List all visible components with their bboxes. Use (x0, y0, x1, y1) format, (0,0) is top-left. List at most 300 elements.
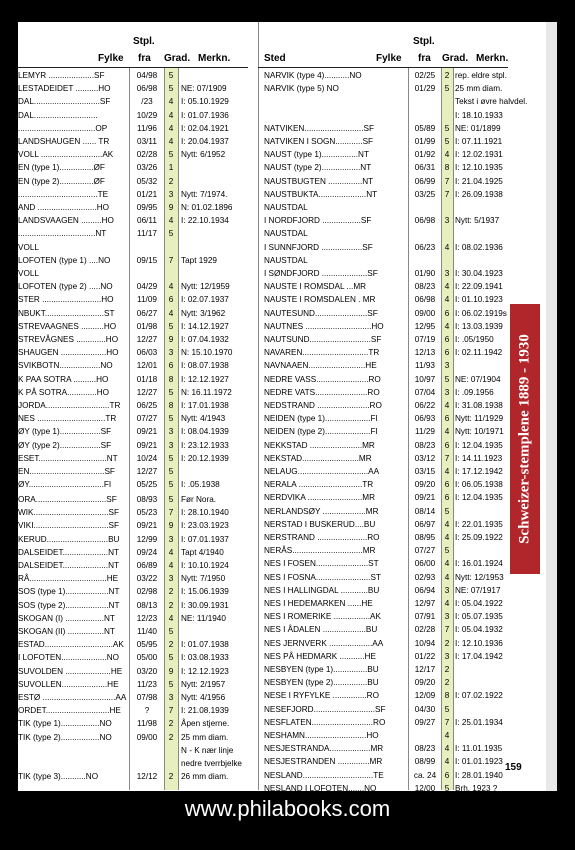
grade: 5 (168, 150, 174, 160)
place-name: I SUNNFJORD ..................SF (264, 242, 373, 252)
grade: 3 (168, 693, 174, 702)
date-from: 03/11 (137, 137, 157, 146)
place-name: NERÅS...............................MR (264, 546, 376, 556)
table-row (258, 202, 546, 214)
date-from: 09/00 (136, 732, 158, 742)
table-row (18, 613, 248, 625)
date-from: 12/12 (136, 772, 158, 782)
grade: 4 (444, 150, 450, 160)
remark: N: 15.10.1970 (181, 348, 233, 358)
table-row (258, 215, 546, 227)
date-from: 11/17 (137, 229, 157, 239)
place-name: NAUSTE I ROMSDALEN . MR (264, 295, 376, 305)
table-row (258, 242, 546, 254)
remark: Brh. 1923 ? (455, 783, 498, 791)
remark: I: 20.12.1939 (181, 453, 229, 463)
grade: 5 (168, 453, 174, 463)
remark: Nytt: 4/1943 (181, 414, 226, 424)
grade: 5 (444, 546, 450, 556)
grade: 4 (168, 110, 174, 120)
date-from: 01/98 (136, 321, 158, 331)
place-name: SHAUGEN ....................HO (18, 348, 119, 358)
grade: 3 (168, 440, 174, 450)
place-name: NAUST (type 2).................NT (264, 163, 372, 173)
date-from: 04/98 (136, 71, 158, 80)
table-row (18, 162, 248, 174)
table-row (18, 83, 248, 95)
grade: 3 (168, 427, 174, 437)
date-from: 11/96 (137, 123, 157, 133)
remark: Tapt 1929 (181, 255, 217, 265)
remark: I: 02.11.1942 (455, 348, 503, 358)
remark: NE: 11/1940 (181, 613, 226, 623)
place-name: NES PÅ HEDMARK ...........HE (264, 651, 376, 661)
date-from: 09/24 (136, 547, 158, 557)
table-row (258, 440, 546, 452)
remark: Nytt: 10/1971 (455, 427, 504, 437)
place-name: NAUSTDAL (264, 255, 308, 265)
date-from: 03/12 (414, 453, 436, 463)
date-from: 01/29 (414, 84, 436, 94)
table-row (18, 374, 248, 386)
table-row (18, 560, 248, 572)
table-row (18, 334, 248, 346)
date-from: 09/27 (414, 717, 436, 727)
remark: I: 30.09.1931 (181, 600, 229, 610)
grade: 6 (444, 480, 450, 490)
remark: rep. eldre stpl. (455, 71, 507, 80)
header-rule (258, 67, 508, 68)
place-name: NESJESTRANDEN ..............MR (264, 757, 383, 767)
remark: I: 21.04.1925 (455, 176, 503, 186)
grade: 4 (444, 295, 450, 305)
table-row (258, 347, 546, 359)
table-row (258, 756, 546, 768)
place-name: NERALA ............................TR (264, 480, 374, 490)
date-from: 11/98 (137, 719, 157, 729)
place-name: ØY (type 2)..................SF (18, 440, 112, 450)
table-row (258, 228, 546, 240)
remark: I: .05.1938 (181, 480, 220, 490)
place-name: VOLL (18, 242, 39, 252)
table-row (258, 110, 546, 122)
place-name: ..................................NT (18, 229, 107, 239)
grade: 3 (444, 216, 450, 226)
remark: I: 05.04.1932 (455, 625, 503, 635)
table-row (258, 176, 546, 188)
date-from: 03/20 (136, 666, 158, 676)
grade: 6 (168, 295, 174, 305)
remark: Åpen stjerne. (181, 719, 230, 729)
table-row (18, 189, 248, 201)
place-name: NATVIKEN..........................SF (264, 123, 374, 133)
remark: I: 20.04.1937 (181, 137, 229, 146)
table-row (258, 664, 546, 676)
place-name: TIK (type 1).................NO (18, 719, 112, 729)
date-from: 06/98 (136, 84, 158, 94)
date-from: 07/19 (414, 335, 436, 344)
grade: 3 (444, 361, 450, 371)
place-name: NEDRE VATS.......................RO (264, 387, 380, 397)
grade: 4 (168, 308, 174, 318)
place-name: EN (type 1)...............ØF (18, 163, 105, 173)
remark: I: 15.06.1939 (181, 587, 229, 597)
place-name: LANDSVAAGEN .........HO (18, 216, 114, 226)
table-row (258, 519, 546, 531)
grade: 6 (444, 308, 450, 318)
date-from: 11/29 (415, 427, 435, 437)
grade: 6 (444, 335, 450, 344)
date-from: 06/99 (414, 176, 436, 186)
remark: I: 02.07.1937 (181, 295, 229, 305)
place-name: ...................................TE (18, 189, 109, 199)
grade: 9 (168, 521, 174, 531)
place-name: NELAUG...............................AA (264, 467, 380, 476)
date-from: 05/32 (136, 176, 158, 186)
table-row (258, 426, 546, 438)
grade: 4 (168, 282, 174, 292)
remark: Nytt: 6/1952 (181, 150, 226, 160)
date-from: 01/22 (414, 651, 436, 661)
table-row (18, 110, 248, 122)
date-from: 01/90 (414, 269, 436, 278)
grade: 8 (168, 374, 174, 384)
remark: I: 07.11.1921 (455, 137, 503, 146)
date-from: ? (144, 706, 150, 716)
date-from: 05/00 (136, 653, 158, 663)
place-name: SKOGAN (I) .................NT (18, 613, 115, 623)
table-row (258, 770, 546, 782)
table-row (18, 400, 248, 412)
table-row (258, 294, 546, 306)
date-from: 06/11 (137, 216, 157, 226)
date-from: 10/29 (136, 110, 158, 120)
date-from: 06/25 (136, 401, 158, 410)
place-name: NATVIKEN I SOGN............SF (264, 137, 374, 146)
grade: 4 (444, 282, 450, 292)
remark: I: .09.1956 (455, 387, 494, 397)
place-name: STREVAAGNES ..........HO (18, 321, 117, 331)
grade: 2 (444, 638, 450, 648)
place-name: VIKI.................................SF (18, 521, 120, 531)
date-from: 08/23 (414, 440, 436, 450)
place-name: KERUD...........................BU (18, 534, 120, 544)
grade: 5 (444, 374, 450, 384)
place-name: DALSEIDET....................NT (18, 547, 119, 557)
table-row (18, 666, 248, 678)
table-row (258, 149, 546, 161)
date-from: 09/21 (414, 493, 436, 503)
table-row (18, 255, 248, 267)
date-from: 09/20 (414, 480, 436, 490)
date-from: 08/14 (414, 506, 436, 516)
grade: 5 (168, 480, 174, 490)
table-row (258, 360, 546, 372)
grade: 7 (444, 176, 450, 186)
table-row (258, 96, 546, 108)
grade: 4 (444, 599, 450, 608)
date-from: 06/98 (414, 216, 436, 226)
place-name: NES I HALLINGDAL ............BU (264, 585, 380, 595)
table-row (258, 321, 546, 333)
date-from: 03/15 (414, 467, 436, 476)
remark: I: 05.07.1935 (455, 612, 503, 622)
grade: 9 (168, 203, 174, 212)
date-from: 12/23 (136, 613, 158, 623)
grade: 4 (444, 572, 450, 582)
grade: 8 (444, 163, 450, 173)
remark: Nytt: 4/1956 (181, 693, 226, 702)
table-row (258, 638, 546, 650)
remark: I: 07.02.1922 (455, 691, 503, 701)
table-row (18, 745, 248, 757)
place-name: NAUSTDAL (264, 203, 308, 212)
date-from: 07/27 (136, 414, 158, 424)
remark: nedre tverrbjelke (181, 759, 242, 768)
date-from: 12/27 (136, 387, 158, 397)
table-row (18, 440, 248, 452)
remark: I: 13.03.1939 (455, 321, 503, 331)
place-name: NAUTSUND...........................SF (264, 335, 382, 344)
table-row (258, 532, 546, 544)
remark: 25 mm diam. (181, 732, 229, 742)
table-row (18, 652, 248, 664)
table-row (18, 413, 248, 425)
place-name: I LOFOTEN....................NO (18, 653, 119, 663)
page-number: 159 (505, 762, 522, 773)
date-from: 03/26 (136, 163, 158, 173)
table-row (258, 268, 546, 280)
remark: I: 01.01.1923 (455, 757, 503, 767)
table-row (18, 494, 248, 506)
date-from: 12/27 (136, 467, 158, 476)
table-row (18, 70, 248, 82)
remark: I: 28.10.1940 (181, 508, 229, 518)
date-from: 08/93 (136, 495, 158, 504)
table-row (18, 294, 248, 306)
date-from: 05/95 (136, 640, 158, 650)
date-from: 08/13 (136, 600, 158, 610)
date-from: 09/21 (136, 521, 158, 531)
place-name: NBUKT..........................ST (18, 308, 115, 318)
grade: 5 (168, 627, 174, 636)
table-row (18, 96, 248, 108)
date-from: 06/97 (414, 519, 436, 529)
header-merkn: Merkn. (476, 53, 509, 64)
grade: 3 (168, 574, 174, 584)
table-row (258, 413, 546, 425)
remark: I: 12.04.1935 (455, 493, 503, 503)
remark: I: 23.12.1933 (181, 440, 229, 450)
place-name: NESBYEN (type 1)...............BU (264, 665, 379, 674)
remark: I: 28.01.1940 (455, 770, 503, 780)
section-side-tab (510, 304, 540, 574)
date-from: 11/40 (137, 627, 157, 636)
table-row (258, 624, 546, 636)
place-name: NES I ÅDALEN ...................BU (264, 625, 378, 635)
table-row (258, 281, 546, 293)
grade: 6 (444, 348, 450, 358)
date-from: 12/95 (414, 321, 436, 331)
grade: 3 (168, 189, 174, 199)
date-from: 12/99 (136, 534, 158, 544)
remark: 25 mm diam. (455, 84, 503, 94)
date-from: 01/18 (136, 374, 158, 384)
place-name: LOFOTEN (type 2) .....NO (18, 282, 113, 292)
place-name: SUVOLDEN ....................HE (18, 666, 123, 676)
grade: 2 (168, 772, 174, 782)
table-row (258, 255, 546, 267)
grade: 3 (444, 651, 450, 661)
table-row (18, 176, 248, 188)
table-row (258, 690, 546, 702)
table-row (258, 558, 546, 570)
grade: 6 (444, 440, 450, 450)
remark: I: 17.12.1942 (455, 467, 503, 476)
remark: I: .05/1950 (455, 335, 494, 344)
table-row (18, 387, 248, 399)
remark: I: 12.12.1927 (181, 374, 229, 384)
table-row (258, 492, 546, 504)
table-row (18, 520, 248, 532)
remark: I: 11.01.1935 (455, 744, 503, 754)
table-row (258, 743, 546, 755)
table-row (258, 189, 546, 201)
table-row (258, 598, 546, 610)
table-row (18, 600, 248, 612)
grade: 2 (444, 665, 450, 674)
header-fylke: Fylke (376, 53, 402, 64)
footer-url: www.philabooks.com (184, 796, 391, 821)
grade: 5 (168, 653, 174, 663)
date-from: 06/03 (136, 348, 158, 358)
table-row (258, 783, 546, 791)
date-from: 06/93 (414, 414, 436, 424)
place-name: ØY (type 1)..................SF (18, 427, 112, 437)
date-from: 02/28 (414, 625, 436, 635)
place-name: NAVNAAEN.........................HE (264, 361, 377, 371)
remark: I: 14.11.1923 (455, 453, 503, 463)
remark: I: 23.03.1923 (181, 521, 229, 531)
place-name: NERLANDSØY ...................MR (264, 506, 379, 516)
grade: 3 (444, 612, 450, 622)
side-tab-label: Schweizer-stemplene 1889 - 1930 (516, 334, 533, 544)
date-from: ca. 24 (413, 770, 437, 780)
grade: 4 (444, 427, 450, 437)
date-from: 01/92 (414, 150, 436, 160)
place-name: DAL............................ (18, 110, 98, 120)
grade: 4 (444, 559, 450, 569)
table-row (258, 651, 546, 663)
grade: 2 (168, 640, 174, 650)
remark: NE: 07/1909 (181, 84, 227, 94)
date-from: 06/22 (414, 401, 436, 410)
place-name: K PAA SOTRA ..........HO (18, 374, 109, 384)
grade: 7 (168, 508, 174, 518)
table-row (258, 545, 546, 557)
remark: I: 06.02.1919s (455, 308, 507, 318)
grade: 5 (444, 783, 450, 791)
grade: 9 (168, 335, 174, 344)
table-row (18, 692, 248, 704)
date-from: 09/95 (136, 203, 158, 212)
table-row (258, 717, 546, 729)
place-name: NAUTNES .............................HO (264, 321, 384, 331)
place-name: NEKKSTAD .......................MR (264, 440, 375, 450)
table-row (18, 479, 248, 491)
remark: 26 mm diam. (181, 772, 229, 782)
grade: 7 (444, 717, 450, 727)
remark: I: 17.04.1942 (455, 651, 503, 661)
date-from: 09/21 (136, 427, 158, 437)
place-name: ØY.................................FI (18, 480, 112, 490)
date-from: 12/01 (136, 361, 158, 371)
table-row (18, 215, 248, 227)
date-from: 02/25 (414, 71, 436, 80)
place-name: NEKSTAD.........................MR (264, 453, 372, 463)
place-name: ESTØ ................................AA (18, 693, 127, 702)
place-name: NES I FOSEN.......................ST (264, 559, 379, 569)
table-row (18, 426, 248, 438)
grade: 3 (168, 348, 174, 358)
place-name: NARVIK (type 4)...........NO (264, 71, 362, 80)
remark: I: 14.12.1927 (181, 321, 229, 331)
grade: 5 (168, 71, 174, 80)
header-sted: Sted (264, 53, 286, 64)
table-row (18, 679, 248, 691)
place-name: SKOGAN (II) ................NT (18, 627, 115, 636)
place-name: NESHAMN...........................HO (264, 731, 379, 740)
header-stpl: Stpl. (413, 36, 435, 47)
grade: 5 (168, 495, 174, 504)
remark: Nytt: 12/1953 (455, 572, 504, 582)
grade: 4 (444, 467, 450, 476)
place-name: SOS (type 1)...................NT (18, 587, 120, 597)
grade: 5 (168, 387, 174, 397)
grade: 3 (444, 585, 450, 595)
date-from: 04/30 (414, 704, 436, 714)
grade: 5 (168, 84, 174, 94)
place-name: I SØNDFJORD ....................SF (264, 269, 378, 278)
remark: I: 25.01.1934 (455, 717, 503, 727)
remark: I: 21.08.1939 (181, 706, 229, 716)
place-name: NEIDEN (type 2)....................FI (264, 427, 378, 437)
remark: N: 16.11.1972 (181, 387, 232, 397)
table-row (18, 507, 248, 519)
date-from: 08/95 (414, 533, 436, 542)
date-from: 08/23 (414, 744, 436, 754)
grade: 4 (444, 757, 450, 767)
grade: 4 (444, 321, 450, 331)
remark: I: 05.04.1922 (455, 599, 503, 608)
place-name: WIK.................................SF (18, 508, 119, 518)
grade: 4 (168, 561, 174, 570)
date-from: 02/98 (136, 587, 158, 597)
date-from: /23 (141, 97, 153, 107)
place-name: NES JERNVERK ...................AA (264, 638, 384, 648)
date-from: 11/23 (137, 679, 157, 689)
grade: 5 (168, 679, 174, 689)
header-merkn: Merkn. (198, 53, 231, 64)
table-row (18, 453, 248, 465)
grade: 3 (444, 269, 450, 278)
page-edge (546, 22, 557, 791)
table-row (18, 347, 248, 359)
grade: 5 (444, 506, 450, 516)
grade: 5 (444, 123, 450, 133)
table-row (18, 136, 248, 148)
grade: 2 (168, 732, 174, 742)
